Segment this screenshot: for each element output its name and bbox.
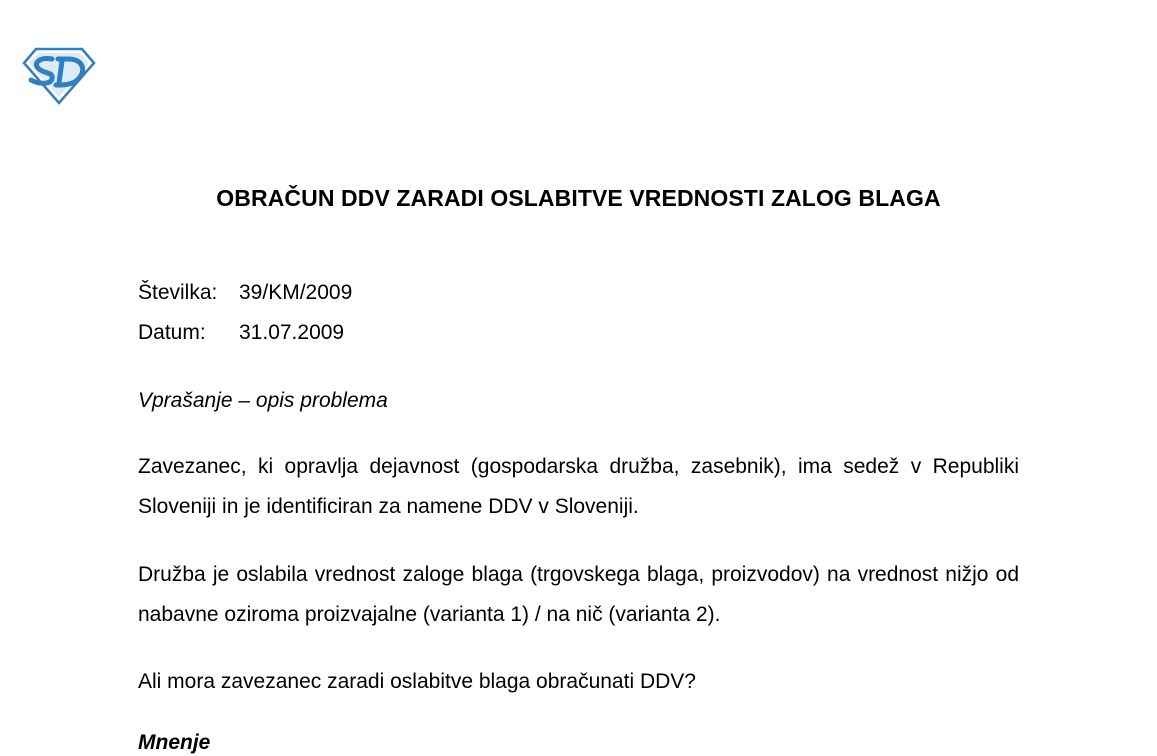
answer-heading: Mnenje xyxy=(138,731,211,754)
sd-logo-icon xyxy=(22,47,96,105)
document-date xyxy=(138,320,344,346)
document-title: OBRAČUN DDV ZARADI OSLABITVE VREDNOSTI ZALOG BLAGA xyxy=(216,185,941,211)
document-number xyxy=(138,280,352,306)
paragraph-2: Družba je oslabila vrednost zaloge blaga (trgovskega blaga, proizvodov) na vrednost nižjo od nabavne oziroma proizvajalne (varianta 1) / na nič (varianta 2). xyxy=(138,563,1019,626)
document-date-value: 31.07.2009 xyxy=(239,321,345,344)
question-heading: Vprašanje – opis problema xyxy=(138,389,388,412)
document-number-label: Številka: xyxy=(138,281,218,304)
document-number-value: 39/KM/2009 xyxy=(239,281,353,304)
document-date-label: Datum: xyxy=(138,321,206,344)
paragraph-3: Ali mora zavezanec zaradi oslabitve blaga obračunati DDV? xyxy=(138,670,696,693)
paragraph-1: Zavezanec, ki opravlja dejavnost (gospodarska družba, zasebnik), ima sedež v Republiki Sloveniji in je identificiran za namene DDV v Sloveniji. xyxy=(138,455,1019,518)
